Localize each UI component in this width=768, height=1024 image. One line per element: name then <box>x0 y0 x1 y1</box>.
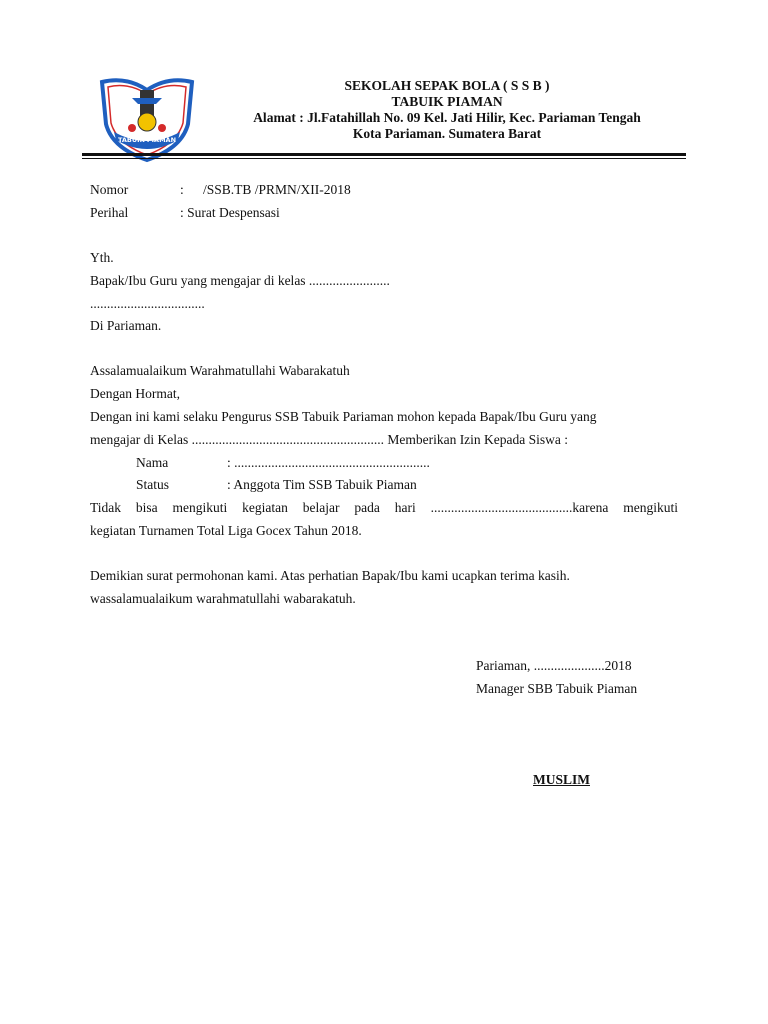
nomor-value: /SSB.TB /PRMN/XII-2018 <box>203 182 351 197</box>
student-name-label: Nama <box>136 455 169 470</box>
recipient-dots: .................................. <box>90 296 205 311</box>
letterhead-address: Alamat : Jl.Fatahillah No. 09 Kel. Jati Hilir, Kec. Pariaman Tengah <box>253 110 641 125</box>
reason-paragraph-line: kegiatan Turnamen Total Liga Gocex Tahun 2018. <box>90 523 362 538</box>
letterhead-school-name: SEKOLAH SEPAK BOLA ( S S B ) <box>344 78 550 93</box>
opening-salam: Assalamualaikum Warahmatullahi Wabarakatuh <box>90 363 350 378</box>
closing-salam: wassalamualaikum warahmatullahi wabarakatuh. <box>90 591 356 606</box>
logo-text: TABUIK PIAMAN <box>117 136 177 144</box>
perihal-value: : Surat Despensasi <box>180 205 280 220</box>
school-logo-icon <box>96 74 198 164</box>
signature-position: Manager SBB Tabuik Piaman <box>476 681 638 696</box>
reason-paragraph-line: Tidak bisa mengikuti kegiatan belajar pada hari ..........................................karena mengikuti <box>90 500 678 515</box>
body-paragraph-line: mengajar di Kelas ......................................................... Memberikan Izin Kepada Siswa : <box>90 432 569 447</box>
letterhead-city: Kota Pariaman. Sumatera Barat <box>352 126 542 141</box>
student-status-value: : Anggota Tim SSB Tabuik Piaman <box>227 477 417 492</box>
opening-hormat: Dengan Hormat, <box>90 386 180 401</box>
recipient-line: Bapak/Ibu Guru yang mengajar di kelas ........................ <box>90 273 390 288</box>
letterhead <box>212 78 682 142</box>
student-status-label: Status <box>136 477 170 492</box>
nomor-label: Nomor <box>90 182 129 197</box>
student-name-value: : .......................................................... <box>227 455 430 470</box>
letterhead-divider-thick <box>82 153 686 156</box>
perihal-label: Perihal <box>90 205 129 220</box>
recipient-place: Di Pariaman. <box>90 318 162 333</box>
signature-place-date: Pariaman, .....................2018 <box>476 658 632 673</box>
closing-line: Demikian surat permohonan kami. Atas perhatian Bapak/Ibu kami ucapkan terima kasih. <box>90 568 570 583</box>
recipient-yth: Yth. <box>90 250 114 265</box>
letterhead-divider-thin <box>82 158 686 159</box>
letterhead-club-name: TABUIK PIAMAN <box>391 94 503 109</box>
body-paragraph-line: Dengan ini kami selaku Pengurus SSB Tabuik Pariaman mohon kepada Bapak/Ibu Guru yang <box>90 409 597 424</box>
signature-name: MUSLIM <box>533 772 590 787</box>
nomor-colon: : <box>180 182 184 197</box>
